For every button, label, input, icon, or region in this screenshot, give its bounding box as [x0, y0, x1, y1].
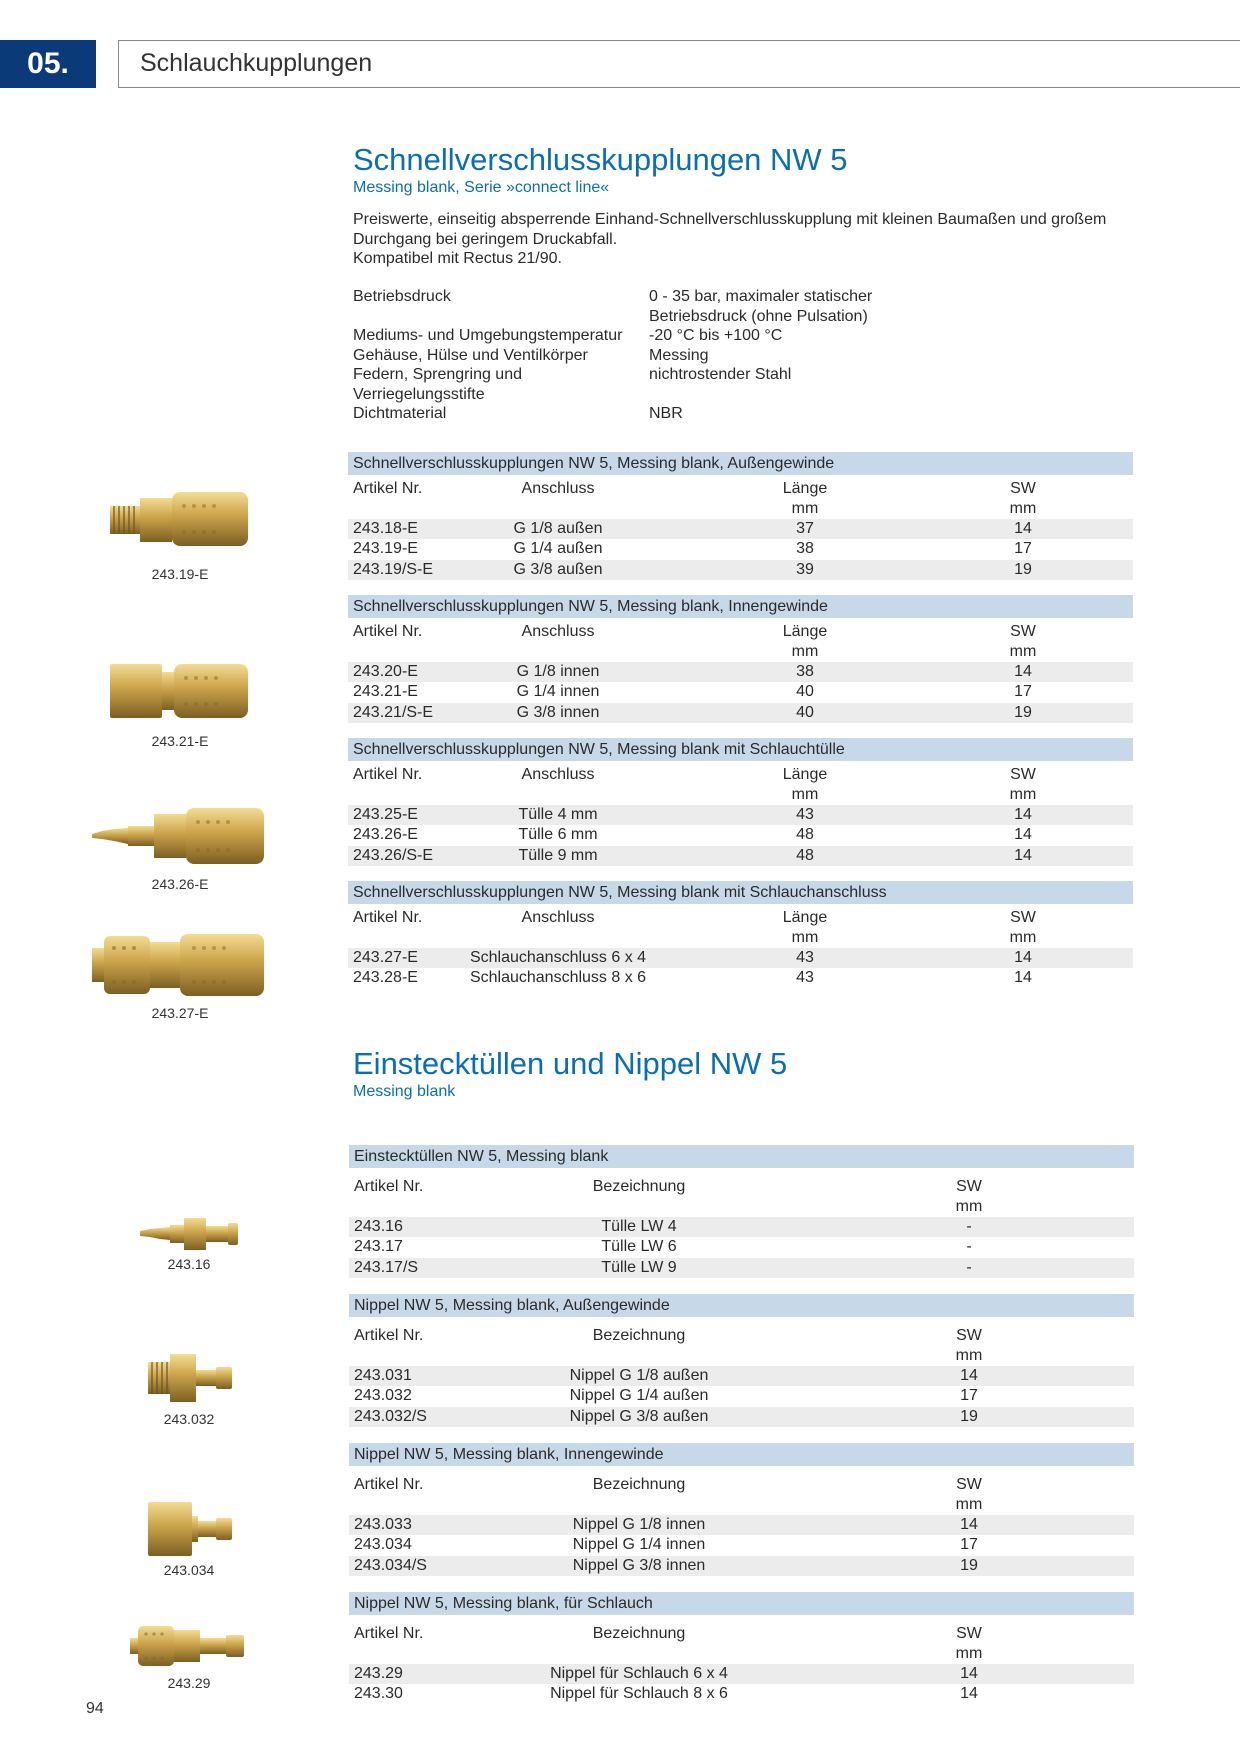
- column-length: Länge: [782, 480, 828, 497]
- column-connection: Anschluss: [521, 909, 595, 926]
- column-description: Bezeichnung: [592, 1178, 686, 1195]
- cell-sw: 19: [960, 1556, 978, 1574]
- cell-article: 243.032: [354, 1387, 412, 1405]
- spec-row: [353, 326, 1133, 346]
- column-description: Bezeichnung: [592, 1476, 686, 1493]
- cell-length: 39: [796, 560, 814, 578]
- table-row: [349, 1515, 1134, 1535]
- table-heading: Nippel NW 5, Messing blank, Außengewinde: [349, 1294, 1134, 1317]
- table-row: [349, 1386, 1134, 1406]
- table-body: [349, 1664, 1134, 1705]
- cell-sw: 19: [1014, 560, 1032, 578]
- cell-article: 243.18-E: [353, 520, 418, 537]
- chapter-title: Schlauchkupplungen: [140, 49, 373, 77]
- spec-value-line: Betriebsdruck (ohne Pulsation): [649, 307, 868, 325]
- section-2-subtitle: Messing blank: [353, 1083, 456, 1100]
- cell-description: Nippel G 1/8 innen: [572, 1516, 706, 1533]
- column-description: Bezeichnung: [592, 1327, 686, 1344]
- unit-sw: mm: [1009, 786, 1037, 803]
- unit-sw: mm: [1009, 929, 1037, 946]
- column-article: Artikel Nr.: [353, 909, 423, 926]
- cell-description: Nippel für Schlauch 8 x 6: [550, 1685, 728, 1703]
- spec-key: Gehäuse, Hülse und Ventilkörper: [353, 346, 588, 364]
- column-header-row: [349, 1475, 1134, 1495]
- cell-connection: Tülle 9 mm: [518, 846, 598, 864]
- cell-description: Nippel G 1/4 innen: [572, 1536, 706, 1554]
- cell-description: Tülle LW 6: [601, 1238, 677, 1256]
- cell-connection: G 1/4 innen: [516, 683, 600, 701]
- nipple-hose-nut-photo: [128, 1622, 248, 1670]
- column-sw: SW: [956, 1625, 982, 1642]
- cell-connection: G 1/8 außen: [513, 520, 603, 537]
- cell-sw: 19: [1014, 703, 1032, 721]
- table-body: [349, 1366, 1134, 1427]
- table-heading: Einstecktüllen NW 5, Messing blank: [349, 1145, 1134, 1168]
- column-header-row: [349, 1326, 1134, 1346]
- table-row: [348, 948, 1133, 968]
- cell-length: 48: [796, 846, 814, 864]
- table-body: [348, 805, 1133, 866]
- column-header-row: [349, 1624, 1134, 1644]
- table-heading: Schnellverschlusskupplungen NW 5, Messing blank mit Schlauchtülle: [348, 738, 1133, 761]
- column-article: Artikel Nr.: [354, 1327, 424, 1344]
- table-row: [348, 560, 1133, 580]
- column-connection: Anschluss: [521, 623, 595, 640]
- cell-article: 243.29: [354, 1665, 403, 1682]
- column-unit-row: [348, 785, 1133, 805]
- cell-connection: Tülle 6 mm: [518, 826, 598, 844]
- cell-description: Nippel G 1/4 außen: [569, 1387, 709, 1405]
- cell-connection: Schlauchanschluss 8 x 6: [469, 969, 647, 987]
- spec-key: Dichtmaterial: [353, 405, 447, 422]
- unit-length: mm: [791, 786, 819, 803]
- table-row: [349, 1535, 1134, 1555]
- cell-connection: G 3/8 innen: [516, 703, 600, 721]
- column-unit-row: [348, 928, 1133, 948]
- table-body: [349, 1217, 1134, 1278]
- cell-description: Tülle LW 4: [601, 1218, 677, 1235]
- cell-length: 40: [796, 703, 814, 721]
- table-row: [348, 539, 1133, 559]
- cell-article: 243.19-E: [353, 540, 418, 558]
- column-sw: SW: [956, 1476, 982, 1493]
- cell-article: 243.26-E: [353, 826, 418, 844]
- column-article: Artikel Nr.: [353, 480, 423, 497]
- unit-sw: mm: [955, 1347, 983, 1364]
- section-2-heading: [353, 1046, 1133, 1101]
- cell-description: Nippel G 3/8 innen: [572, 1556, 706, 1574]
- cell-connection: G 1/8 innen: [516, 663, 600, 680]
- cell-length: 38: [796, 663, 814, 680]
- table-row: [349, 1664, 1134, 1684]
- cell-article: 243.031: [354, 1367, 412, 1384]
- unit-length: mm: [791, 500, 819, 517]
- column-sw: SW: [1010, 766, 1036, 783]
- table-row: [349, 1366, 1134, 1386]
- table-row: [348, 846, 1133, 866]
- cell-article: 243.17: [354, 1238, 403, 1256]
- column-article: Artikel Nr.: [353, 623, 423, 640]
- column-article: Artikel Nr.: [354, 1178, 424, 1195]
- table-row: [348, 805, 1133, 825]
- table-row: [348, 968, 1133, 988]
- intro-line: Preiswerte, einseitig absperrende Einhand-Schnellverschlusskupplung mit kleinen Baumaßen und großem: [353, 211, 1107, 228]
- column-description: Bezeichnung: [592, 1625, 686, 1642]
- unit-sw: mm: [1009, 643, 1037, 660]
- photo-caption: 243.26-E: [151, 876, 209, 892]
- cell-article: 243.034/S: [354, 1556, 427, 1574]
- cell-length: 48: [796, 826, 814, 844]
- table-body: [348, 662, 1133, 723]
- unit-sw: mm: [955, 1645, 983, 1662]
- cell-article: 243.25-E: [353, 806, 418, 823]
- page-number: 94: [86, 1700, 104, 1717]
- spec-key: Mediums- und Umgebungstemperatur: [353, 327, 623, 344]
- product-table: [349, 1294, 1134, 1427]
- spec-value: NBR: [649, 405, 683, 422]
- cell-sw: 17: [1014, 540, 1032, 558]
- photo-caption: 243.16: [167, 1256, 211, 1272]
- section-1-subtitle: Messing blank, Serie »connect line«: [353, 179, 610, 196]
- cell-article: 243.21-E: [353, 683, 418, 701]
- column-header-row: [348, 479, 1133, 499]
- spec-value: [649, 287, 1129, 326]
- cell-sw: 14: [1014, 969, 1032, 987]
- column-sw: SW: [1010, 909, 1036, 926]
- column-header-row: [348, 765, 1133, 785]
- column-unit-row: [349, 1644, 1134, 1664]
- cell-article: 243.032/S: [354, 1407, 427, 1425]
- table-row: [349, 1217, 1134, 1237]
- cell-sw: 14: [960, 1685, 978, 1703]
- table-row: [349, 1237, 1134, 1257]
- cell-length: 43: [796, 969, 814, 987]
- photo-caption: 243.034: [163, 1562, 215, 1578]
- nipple-female-thread-photo: [146, 1500, 236, 1558]
- table-body: [348, 519, 1133, 580]
- cell-article: 243.27-E: [353, 949, 418, 966]
- cell-sw: -: [966, 1218, 972, 1235]
- table-row: [348, 703, 1133, 723]
- table-row: [348, 682, 1133, 702]
- table-row: [348, 519, 1133, 539]
- table-heading: Schnellverschlusskupplungen NW 5, Messing blank, Innengewinde: [348, 595, 1133, 618]
- cell-sw: 14: [960, 1665, 978, 1682]
- spec-key: Betriebsdruck: [353, 288, 451, 305]
- cell-sw: 14: [960, 1516, 978, 1533]
- table-heading: Nippel NW 5, Messing blank, Innengewinde: [349, 1443, 1134, 1466]
- spec-row: [353, 365, 1133, 404]
- cell-article: 243.28-E: [353, 969, 418, 987]
- spec-value: nichtrostender Stahl: [649, 366, 792, 383]
- intro-line: Durchgang bei geringem Druckabfall.: [353, 230, 618, 248]
- column-article: Artikel Nr.: [354, 1476, 424, 1493]
- table-row: [348, 662, 1133, 682]
- column-length: Länge: [782, 909, 828, 926]
- column-unit-row: [348, 642, 1133, 662]
- photo-caption: 243.29: [167, 1675, 211, 1691]
- column-article: Artikel Nr.: [353, 766, 423, 783]
- cell-sw: 14: [1014, 520, 1032, 537]
- column-header-row: [348, 622, 1133, 642]
- cell-length: 37: [796, 520, 814, 537]
- unit-sw: mm: [1009, 500, 1037, 517]
- column-connection: Anschluss: [521, 766, 595, 783]
- table-row: [348, 825, 1133, 845]
- cell-article: 243.21/S-E: [353, 703, 434, 721]
- cell-article: 243.033: [354, 1516, 412, 1533]
- column-unit-row: [349, 1346, 1134, 1366]
- cell-article: 243.20-E: [353, 663, 418, 680]
- cell-sw: -: [966, 1238, 972, 1256]
- table-heading: Schnellverschlusskupplungen NW 5, Messing blank mit Schlauchanschluss: [348, 881, 1133, 904]
- table-row: [349, 1556, 1134, 1576]
- cell-length: 40: [796, 683, 814, 701]
- cell-sw: -: [966, 1258, 972, 1276]
- cell-sw: 14: [1014, 949, 1032, 966]
- spec-row: [353, 404, 1133, 424]
- product-table: [348, 452, 1133, 580]
- plug-hose-barb-photo: [138, 1216, 242, 1252]
- product-table: [349, 1443, 1134, 1576]
- cell-length: 38: [796, 540, 814, 558]
- cell-sw: 14: [1014, 846, 1032, 864]
- coupling-hose-nut-photo: [90, 930, 270, 1000]
- cell-description: Nippel G 1/8 außen: [569, 1367, 709, 1384]
- cell-sw: 17: [960, 1387, 978, 1405]
- cell-article: 243.19/S-E: [353, 560, 434, 578]
- column-length: Länge: [782, 766, 828, 783]
- column-article: Artikel Nr.: [354, 1625, 424, 1642]
- product-table: [348, 595, 1133, 723]
- table-body: [349, 1515, 1134, 1576]
- cell-length: 43: [796, 806, 814, 823]
- coupling-male-thread-photo: [108, 488, 254, 550]
- unit-sw: mm: [955, 1496, 983, 1513]
- column-unit-row: [349, 1197, 1134, 1217]
- spec-list: [353, 287, 1133, 424]
- product-table: [349, 1592, 1134, 1705]
- table-body: [348, 948, 1133, 989]
- table-heading: Nippel NW 5, Messing blank, für Schlauch: [349, 1592, 1134, 1615]
- column-unit-row: [348, 499, 1133, 519]
- spec-value: -20 °C bis +100 °C: [649, 327, 783, 344]
- cell-description: Tülle LW 9: [601, 1258, 677, 1276]
- nipple-male-thread-photo: [146, 1350, 236, 1406]
- section-1-heading: [353, 142, 1133, 197]
- column-sw: SW: [1010, 623, 1036, 640]
- column-unit-row: [349, 1495, 1134, 1515]
- column-sw: SW: [1010, 480, 1036, 497]
- cell-connection: Tülle 4 mm: [518, 806, 598, 823]
- cell-sw: 14: [1014, 806, 1032, 823]
- intro-line: Kompatibel mit Rectus 21/90.: [353, 250, 562, 267]
- cell-sw: 14: [1014, 663, 1032, 680]
- cell-article: 243.17/S: [354, 1258, 419, 1276]
- column-header-row: [348, 908, 1133, 928]
- photo-caption: 243.032: [163, 1411, 215, 1427]
- cell-description: Nippel G 3/8 außen: [569, 1407, 709, 1425]
- column-sw: SW: [956, 1178, 982, 1195]
- section-2-title: Einstecktüllen und Nippel NW 5: [353, 1046, 788, 1081]
- spec-key: Federn, Sprengring und Verriegelungsstifte: [353, 366, 522, 403]
- table-row: [349, 1407, 1134, 1427]
- section-1-title: Schnellverschlusskupplungen NW 5: [353, 142, 848, 177]
- cell-description: Nippel für Schlauch 6 x 4: [550, 1665, 728, 1682]
- cell-sw: 17: [1014, 683, 1032, 701]
- cell-sw: 17: [960, 1536, 978, 1554]
- cell-sw: 14: [1014, 826, 1032, 844]
- chapter-number: 05.: [0, 40, 96, 88]
- table-row: [349, 1684, 1134, 1704]
- spec-row: [353, 346, 1133, 366]
- column-connection: Anschluss: [521, 480, 595, 497]
- column-header-row: [349, 1177, 1134, 1197]
- product-table: [348, 738, 1133, 866]
- section-1-intro: [353, 210, 1133, 269]
- unit-sw: mm: [955, 1198, 983, 1215]
- cell-connection: G 3/8 außen: [513, 560, 603, 578]
- cell-article: 243.26/S-E: [353, 846, 434, 864]
- cell-article: 243.16: [354, 1218, 403, 1235]
- cell-sw: 14: [960, 1367, 978, 1384]
- unit-length: mm: [791, 929, 819, 946]
- spec-row: [353, 287, 1133, 326]
- table-row: [349, 1258, 1134, 1278]
- spec-value: Messing: [649, 346, 709, 364]
- unit-length: mm: [791, 643, 819, 660]
- column-sw: SW: [956, 1327, 982, 1344]
- product-table: [349, 1145, 1134, 1278]
- cell-article: 243.034: [354, 1536, 412, 1554]
- product-table: [348, 881, 1133, 989]
- cell-article: 243.30: [354, 1685, 403, 1703]
- cell-connection: G 1/4 außen: [513, 540, 603, 558]
- cell-connection: Schlauchanschluss 6 x 4: [469, 949, 647, 966]
- cell-sw: 19: [960, 1407, 978, 1425]
- coupling-female-thread-photo: [108, 660, 254, 722]
- cell-length: 43: [796, 949, 814, 966]
- photo-caption: 243.27-E: [151, 1005, 209, 1021]
- table-heading: Schnellverschlusskupplungen NW 5, Messing blank, Außengewinde: [348, 452, 1133, 475]
- column-length: Länge: [782, 623, 828, 640]
- photo-caption: 243.19-E: [151, 566, 209, 582]
- coupling-hose-barb-photo: [90, 804, 270, 868]
- photo-caption: 243.21-E: [151, 733, 209, 749]
- spec-value-line: 0 - 35 bar, maximaler statischer: [649, 288, 873, 305]
